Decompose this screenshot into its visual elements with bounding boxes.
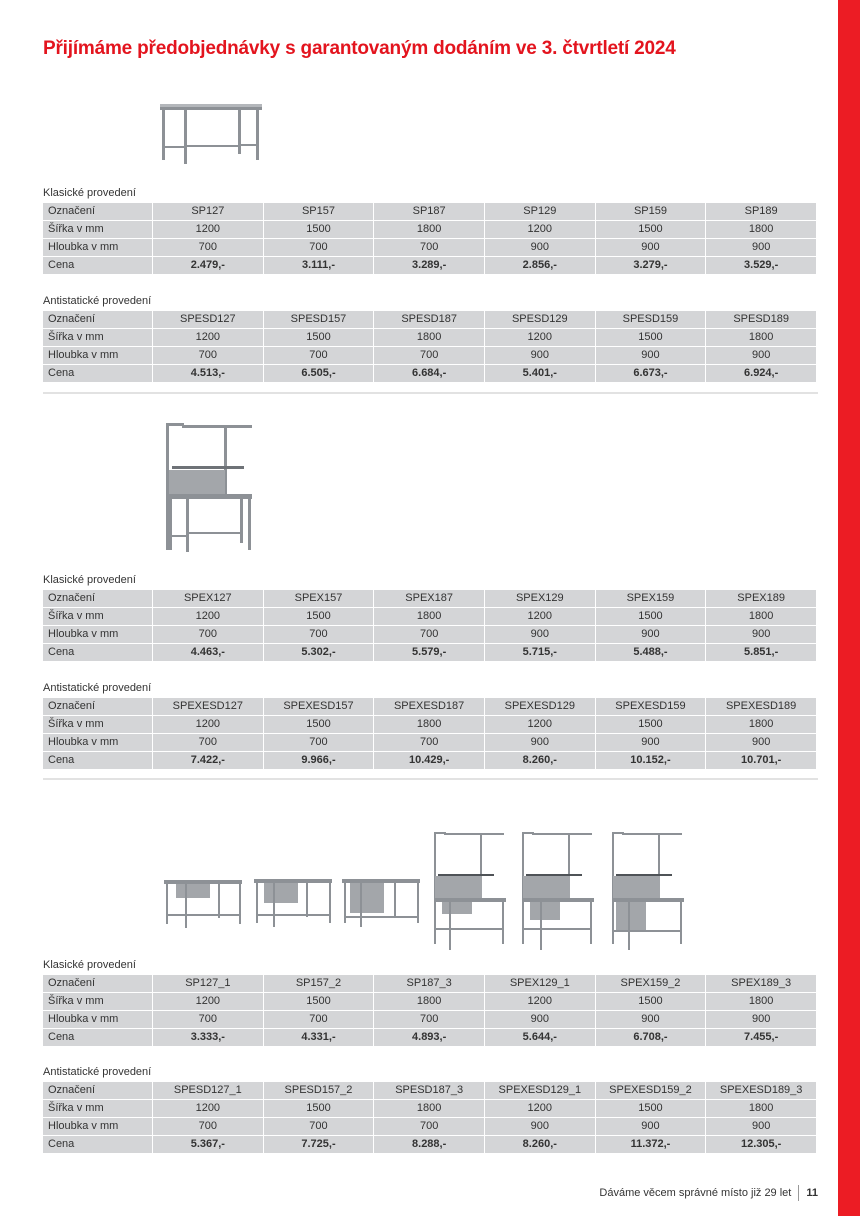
price-cell: 5.302,- [264, 644, 374, 661]
cell: 1800 [706, 608, 816, 625]
cell: SP157_2 [264, 975, 374, 992]
row-label: Šířka v mm [43, 608, 152, 625]
page-title: Přijímáme předobjednávky s garantovaným dodáním ve 3. čtvrtletí 2024 [43, 38, 676, 59]
cell: 1500 [264, 716, 374, 733]
row-label: Hloubka v mm [43, 1118, 152, 1135]
table-row-depth [43, 626, 816, 643]
cell: 1200 [485, 329, 595, 346]
cell: 900 [596, 239, 706, 256]
price-cell: 2.856,- [485, 257, 595, 274]
cell: 1500 [264, 993, 374, 1010]
section-superstructure-classic [43, 572, 818, 662]
table-caption: Klasické provedení [43, 187, 136, 199]
cell: 1200 [485, 608, 595, 625]
cell: 700 [153, 1011, 263, 1028]
cell: 700 [264, 239, 374, 256]
cell: 1200 [153, 221, 263, 238]
price-cell: 3.111,- [264, 257, 374, 274]
cell: 1200 [485, 1100, 595, 1117]
price-cell: 5.367,- [153, 1136, 263, 1153]
spec-table [42, 974, 817, 1047]
price-cell: 10.701,- [706, 752, 816, 769]
cell: 700 [374, 1118, 484, 1135]
cell: 900 [596, 626, 706, 643]
price-cell: 6.684,- [374, 365, 484, 382]
cell: SPEXESD127 [153, 698, 263, 715]
spec-table [42, 202, 817, 275]
price-cell: 2.479,- [153, 257, 263, 274]
section-basic-classic [43, 185, 818, 275]
cell: 1800 [374, 329, 484, 346]
cell: SPEXESD129 [485, 698, 595, 715]
table-row-designation [43, 311, 816, 328]
row-label: Cena [43, 365, 152, 382]
cell: SPEXESD159_2 [596, 1082, 706, 1099]
row-label: Cena [43, 1136, 152, 1153]
price-cell: 10.152,- [596, 752, 706, 769]
row-label: Hloubka v mm [43, 347, 152, 364]
row-label: Šířka v mm [43, 1100, 152, 1117]
row-label: Hloubka v mm [43, 626, 152, 643]
row-label: Šířka v mm [43, 716, 152, 733]
cell: 700 [153, 239, 263, 256]
price-cell: 7.455,- [706, 1029, 816, 1046]
row-label: Cena [43, 752, 152, 769]
spec-table [42, 1081, 817, 1154]
price-cell: 6.924,- [706, 365, 816, 382]
price-cell: 8.288,- [374, 1136, 484, 1153]
cell: 700 [374, 347, 484, 364]
cell: 1800 [706, 221, 816, 238]
price-cell: 6.673,- [596, 365, 706, 382]
row-label: Hloubka v mm [43, 239, 152, 256]
brand-side-bar [838, 0, 860, 1216]
cell: 700 [264, 734, 374, 751]
cell: SPEXESD189_3 [706, 1082, 816, 1099]
section-divider [43, 392, 818, 394]
row-label: Šířka v mm [43, 993, 152, 1010]
table-row-designation [43, 1082, 816, 1099]
cell: 700 [153, 734, 263, 751]
table-caption: Antistatické provedení [43, 682, 152, 694]
cell: 1200 [485, 221, 595, 238]
table-row-depth [43, 1011, 816, 1028]
price-cell: 8.260,- [485, 752, 595, 769]
workbenches-with-drawers-image [158, 830, 814, 952]
cell: SPESD127 [153, 311, 263, 328]
cell: 900 [706, 239, 816, 256]
cell: 900 [596, 347, 706, 364]
row-label: Šířka v mm [43, 221, 152, 238]
cell: 1200 [153, 608, 263, 625]
price-cell: 4.331,- [264, 1029, 374, 1046]
table-row-width [43, 993, 816, 1010]
cell: 1800 [374, 993, 484, 1010]
price-cell: 4.463,- [153, 644, 263, 661]
price-cell: 8.260,- [485, 1136, 595, 1153]
price-cell: 6.708,- [596, 1029, 706, 1046]
cell: SPEXESD157 [264, 698, 374, 715]
cell: 1200 [153, 716, 263, 733]
section-drawers-antistatic [43, 1064, 818, 1154]
table-row-depth [43, 347, 816, 364]
cell: SPESD189 [706, 311, 816, 328]
cell: 900 [706, 1011, 816, 1028]
cell: 900 [485, 239, 595, 256]
cell: 1800 [374, 716, 484, 733]
table-row-designation [43, 975, 816, 992]
cell: 900 [596, 1011, 706, 1028]
row-label: Označení [43, 975, 152, 992]
price-cell: 5.579,- [374, 644, 484, 661]
cell: SP187_3 [374, 975, 484, 992]
section-superstructure-antistatic [43, 680, 818, 770]
table-row-width [43, 221, 816, 238]
row-label: Označení [43, 590, 152, 607]
row-label: Cena [43, 257, 152, 274]
cell: SPEX187 [374, 590, 484, 607]
cell: 1500 [596, 608, 706, 625]
table-row-depth [43, 1118, 816, 1135]
table-row-price [43, 1029, 816, 1046]
cell: SPEX159_2 [596, 975, 706, 992]
cell: SPEX189 [706, 590, 816, 607]
price-cell: 9.966,- [264, 752, 374, 769]
cell: 900 [485, 626, 595, 643]
price-cell: 5.851,- [706, 644, 816, 661]
cell: 1800 [706, 1100, 816, 1117]
cell: 1200 [153, 993, 263, 1010]
cell: SP187 [374, 203, 484, 220]
table-row-designation [43, 698, 816, 715]
cell: SPEX189_3 [706, 975, 816, 992]
page-number: 11 [806, 1187, 818, 1199]
cell: SP159 [596, 203, 706, 220]
price-cell: 7.422,- [153, 752, 263, 769]
row-label: Označení [43, 698, 152, 715]
cell: 1500 [596, 716, 706, 733]
price-cell: 3.333,- [153, 1029, 263, 1046]
price-cell: 3.279,- [596, 257, 706, 274]
section-basic-antistatic [43, 293, 818, 383]
cell: 700 [264, 626, 374, 643]
cell: 900 [485, 734, 595, 751]
cell: 1500 [596, 329, 706, 346]
cell: SPEX159 [596, 590, 706, 607]
cell: SPEXESD189 [706, 698, 816, 715]
table-row-width [43, 608, 816, 625]
cell: 1500 [596, 993, 706, 1010]
row-label: Šířka v mm [43, 329, 152, 346]
table-row-price [43, 752, 816, 769]
cell: 700 [374, 734, 484, 751]
table-caption: Klasické provedení [43, 959, 136, 971]
price-cell: 4.893,- [374, 1029, 484, 1046]
cell: SPEXESD159 [596, 698, 706, 715]
price-cell: 5.401,- [485, 365, 595, 382]
row-label: Hloubka v mm [43, 734, 152, 751]
cell: 700 [264, 347, 374, 364]
cell: 1200 [485, 993, 595, 1010]
spec-table [42, 589, 817, 662]
price-cell: 3.529,- [706, 257, 816, 274]
cell: 700 [374, 1011, 484, 1028]
table-caption: Antistatické provedení [43, 295, 152, 307]
cell: 900 [596, 734, 706, 751]
cell: 700 [264, 1011, 374, 1028]
cell: SPEXESD129_1 [485, 1082, 595, 1099]
cell: 900 [485, 1011, 595, 1028]
row-label: Označení [43, 203, 152, 220]
cell: 1800 [706, 716, 816, 733]
cell: 900 [706, 1118, 816, 1135]
cell: SPEX129_1 [485, 975, 595, 992]
cell: 1800 [374, 1100, 484, 1117]
spec-table [42, 310, 817, 383]
price-cell: 7.725,- [264, 1136, 374, 1153]
cell: SP129 [485, 203, 595, 220]
cell: SPESD187_3 [374, 1082, 484, 1099]
cell: SP157 [264, 203, 374, 220]
cell: SPESD187 [374, 311, 484, 328]
section-drawers-classic [43, 957, 818, 1047]
row-label: Cena [43, 644, 152, 661]
cell: SP127_1 [153, 975, 263, 992]
row-label: Označení [43, 1082, 152, 1099]
cell: SPEX157 [264, 590, 374, 607]
cell: SP127 [153, 203, 263, 220]
table-row-price [43, 365, 816, 382]
cell: 700 [264, 1118, 374, 1135]
cell: 700 [153, 347, 263, 364]
cell: 900 [485, 1118, 595, 1135]
footer-separator [798, 1185, 799, 1201]
table-row-width [43, 716, 816, 733]
page-footer [599, 1185, 818, 1201]
cell: SPESD127_1 [153, 1082, 263, 1099]
cell: 900 [596, 1118, 706, 1135]
cell: 1500 [264, 1100, 374, 1117]
table-row-designation [43, 590, 816, 607]
cell: 700 [374, 626, 484, 643]
cell: 1800 [374, 221, 484, 238]
cell: 1500 [596, 221, 706, 238]
cell: 1500 [264, 329, 374, 346]
cell: 1500 [264, 221, 374, 238]
table-row-price [43, 644, 816, 661]
price-cell: 12.305,- [706, 1136, 816, 1153]
cell: 1200 [153, 1100, 263, 1117]
cell: 900 [485, 347, 595, 364]
cell: SPEX127 [153, 590, 263, 607]
table-caption: Antistatické provedení [43, 1066, 152, 1078]
spec-table [42, 697, 817, 770]
table-row-price [43, 1136, 816, 1153]
footer-slogan: Dáváme věcem správné místo již 29 let [599, 1187, 792, 1199]
cell: 900 [706, 347, 816, 364]
cell: 1800 [706, 329, 816, 346]
cell: 700 [374, 239, 484, 256]
cell: SP189 [706, 203, 816, 220]
table-row-depth [43, 734, 816, 751]
cell: SPESD159 [596, 311, 706, 328]
cell: SPESD129 [485, 311, 595, 328]
table-row-designation [43, 203, 816, 220]
row-label: Cena [43, 1029, 152, 1046]
cell: 1800 [706, 993, 816, 1010]
section-divider [43, 778, 818, 780]
price-cell: 4.513,- [153, 365, 263, 382]
price-cell: 5.488,- [596, 644, 706, 661]
price-cell: 3.289,- [374, 257, 484, 274]
cell: SPEX129 [485, 590, 595, 607]
table-row-width [43, 1100, 816, 1117]
cell: 1500 [596, 1100, 706, 1117]
cell: 900 [706, 626, 816, 643]
table-caption: Klasické provedení [43, 574, 136, 586]
cell: 700 [153, 626, 263, 643]
price-cell: 6.505,- [264, 365, 374, 382]
cell: SPESD157 [264, 311, 374, 328]
row-label: Označení [43, 311, 152, 328]
cell: 1800 [374, 608, 484, 625]
table-row-price [43, 257, 816, 274]
cell: 900 [706, 734, 816, 751]
cell: SPEXESD187 [374, 698, 484, 715]
table-row-depth [43, 239, 816, 256]
workbench-basic-image [158, 102, 264, 164]
price-cell: 5.715,- [485, 644, 595, 661]
cell: 1500 [264, 608, 374, 625]
price-cell: 10.429,- [374, 752, 484, 769]
row-label: Hloubka v mm [43, 1011, 152, 1028]
price-cell: 11.372,- [596, 1136, 706, 1153]
cell: 700 [153, 1118, 263, 1135]
price-cell: 5.644,- [485, 1029, 595, 1046]
workbench-superstructure-image [162, 420, 254, 554]
cell: SPESD157_2 [264, 1082, 374, 1099]
cell: 1200 [485, 716, 595, 733]
cell: 1200 [153, 329, 263, 346]
table-row-width [43, 329, 816, 346]
